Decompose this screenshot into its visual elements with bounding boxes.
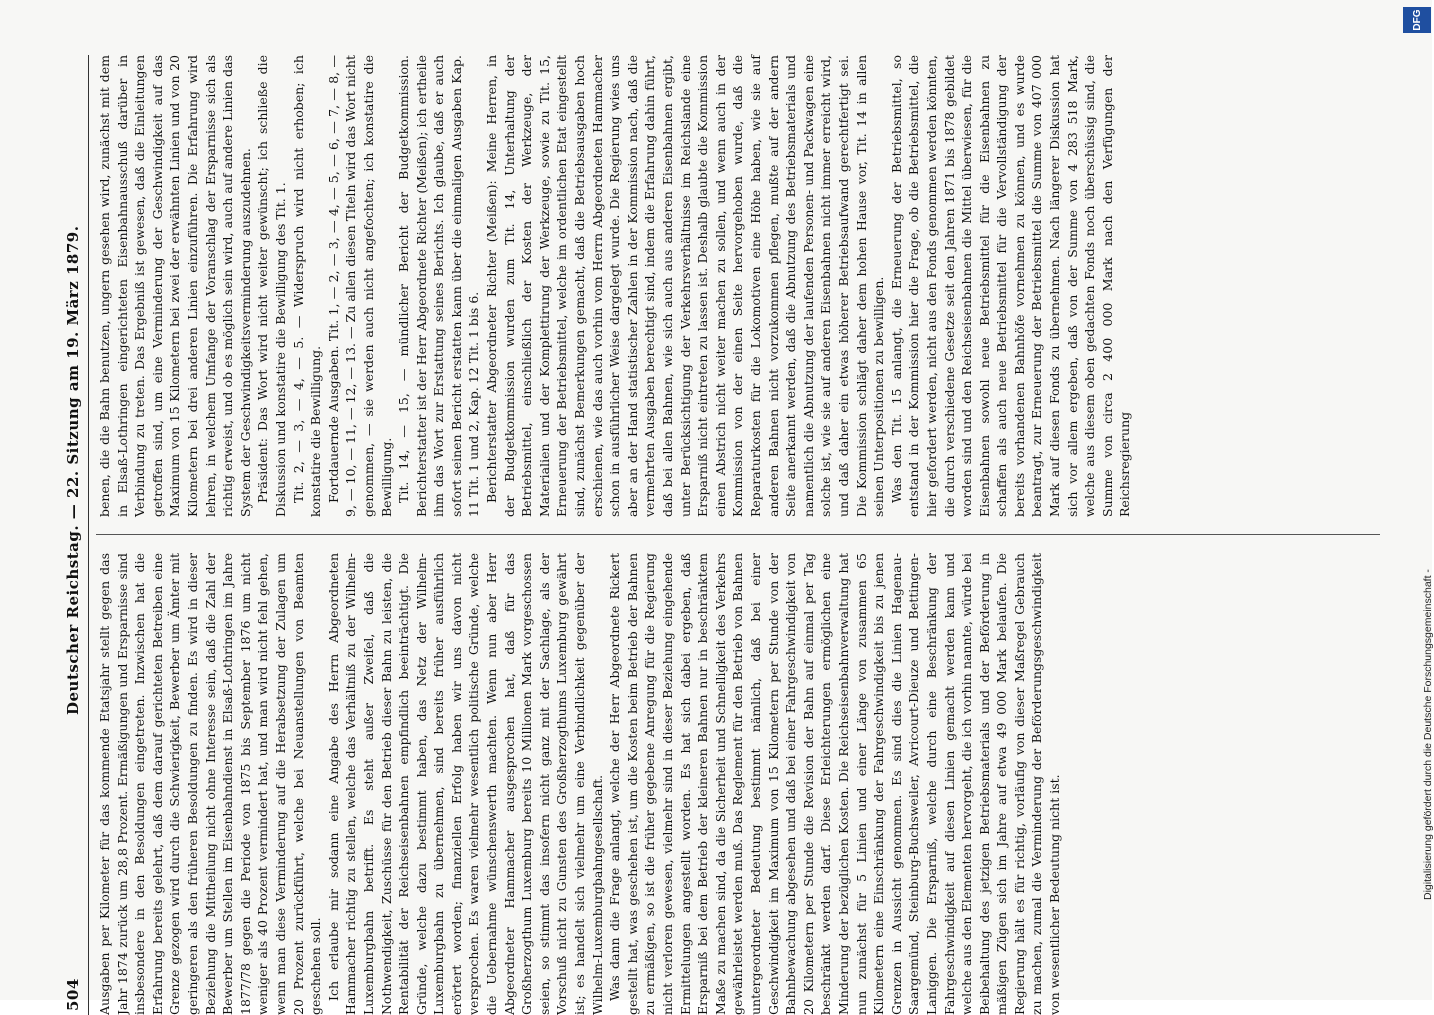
page-number: 504	[64, 978, 82, 1011]
left-paragraph: Ausgaben per Kilometer für das kommende Etatsjahr stellt gegen das Jahr 1874 zurück um 28,8 Prozent. Ermäßigungen und Ersparnisse sind insbesondere in den Besoldungen eingetreten. Inzwischen hat die Erfahrung bereits gelehrt, daß dem darauf gerichteten Betreiben eine Grenze gezogen wird durch die Schwierigkeit, Bewerber um Ämter mit geringeren als den früheren Besoldungen zu finden. Es wird in dieser Beziehung die Mittheilung nicht ohne Interesse sein, daß die Zahl der Bewerber um Stellen im Eisenbahndienst in Elsaß-Lothringen im Jahre 1877/78 gegen die Periode von 1875 bis September 1876 um nicht weniger als 40 Prozent vermindert hat, und man wird nicht fehl gehen, wenn man diese Verminderung auf die Herabsetzung der Zulagen um 20 Prozent zurückführt, welche bei Neuanstellungen von Beamten geschehen soll.	[97, 553, 324, 1015]
left-column	[96, 553, 1390, 1015]
right-paragraph: Berichterstatter Abgeordneter Richter (Meißen): Meine Herren, in der Budgetkommission wurden zum Tit. 14, Unterhaltung der Betriebsmittel, einschließlich der Kosten der Werkzeuge, der Materialien und der Komplettirung der Werkzeuge, sowie zu Tit. 15, Erneuerung der Betriebsmittel, welche im ordentlichen Etat eingestellt sind, zunächst Bemerkungen gemacht, daß die Betriebsausgaben hoch erschienen, wie das auch vorhin vom Herrn Abgeordneten Hammacher schon in ausführlicher Weise dargelegt wurde. Die Regierung wies uns aber an der Hand statistischer Zahlen in der Kommission nach, daß die vermehrten Ausgaben berechtigt sind, indem die Erfahrung dahin führt, daß bei allen Bahnen, wie sich auch aus anderen Eisenbahnen ergibt, unter Berücksichtigung der Verkehrsverhältnisse im Reichslande eine Ersparniß nicht eintreten zu lassen ist. Deshalb glaubte die Kommission einen Abstrich nicht weiter machen zu sollen, und wenn auch in der Kommission von der einen Seite hervorgehoben wurde, daß die Reparaturkosten für die Lokomotiven eine Höhe haben, wie sie auf anderen Bahnen nicht vorzukommen pflegen, mußte auf der andern Seite anerkannt werden, daß die Abnutzung des Betriebsmaterials und namentlich die Abnutzung der laufenden Personen- und Packwagen eine solche ist, wie sie auf anderen Eisenbahnen nicht immer erreicht wird, und daß daher ein etwas höherer Betriebsaufwand gerechtfertigt sei. Die Kommission schlägt daher dem hohen Hause vor, Tit. 14 in allen seinen Unterpositionen zu bewilligen.	[484, 55, 887, 517]
right-paragraph: Präsident: Das Wort wird nicht weiter gewünscht; ich schließe die Diskussion und konstatire die Bewilligung des Tit. 1.	[255, 55, 288, 517]
running-head	[60, 55, 90, 1015]
right-paragraph: Tit. 14, — 15, — mündlicher Bericht der Budgetkommission. Berichterstatter ist der Herr Abgeordnete Richter (Meißen); ich ertheile ihm das Wort zur Erstattung seines Berichts. Ich glaube, daß er auch sofort seinen Bericht erstatten kann über die einmaligen Ausgaben Kap. 11 Tit. 1 und 2, Kap. 12 Tit. 1 bis 6.	[396, 55, 482, 517]
dfg-logo: DFG	[1403, 7, 1431, 33]
rotated-page-content	[60, 55, 1390, 1015]
header-rule	[88, 55, 89, 1015]
right-paragraph: benen, die die Bahn benutzen, ungern gesehen wird, zunächst mit dem in Elsaß-Lothringen eingerichteten Eisenbahnausschuß darüber in Verbindung zu treten. Das Ergebniß ist gewesen, daß die Einleitungen getroffen sind, um eine Verminderung der Geschwindigkeit auf das Maximum von 15 Kilometern bei zwei der erwähnten Linien und von 20 Kilometern bei drei anderen Linien einzuführen. Die Erfahrung wird lehren, in welchem Umfange der Voranschlag der Ersparnisse sich als richtig erweist, und ob es möglich sein wird, auch auf andere Linien das System der Geschwindigkeitsverminderung auszudehnen.	[97, 55, 253, 517]
right-column	[96, 55, 1390, 517]
right-paragraph: Fortdauernde Ausgaben. Tit. 1, — 2, — 3, — 4, — 5, — 6, — 7, — 8, — 9, — 10, — 11, — 12, — 13. — Zu allen diesen Titeln wird das Wort nicht genommen, — sie werden auch nicht angefochten; ich konstatire die Bewilligung.	[325, 55, 394, 517]
digitization-credit	[1406, 40, 1434, 900]
column-divider	[96, 534, 1380, 535]
left-paragraph: Ich erlaube mir sodann eine Angabe des Herrn Abgeordneten Hammacher richtig zu stellen, welche das Verhältniß zu der Wilhelm-Luxemburgbahn betrifft. Es steht außer Zweifel, daß die Nothwendigkeit, Zuschüsse für den Betrieb dieser Bahn zu leisten, die Rentabilität der Reichseisenbahnen empfindlich beeinträchtigt. Die Gründe, welche dazu bestimmt haben, das Netz der Wilhelm-Luxemburgbahn zu übernehmen, sind bereits früher ausführlich erörtert worden; finanziellen Erfolg haben wir uns davon nicht versprochen. Es waren vielmehr wesentlich politische Gründe, welche die Uebernahme wünschenswerth machten. Wenn nun aber Herr Abgeordneter Hammacher ausgesprochen hat, daß für das Großherzogthum Luxemburg bereits 10 Millionen Mark vorgeschossen seien, so stimmt das insofern nicht ganz mit der Sachlage, als der Vorschuß nicht zu Gunsten des Großherzogthums Luxemburg gewährt ist; es handelt sich vielmehr um eine Verbindlichkeit gegenüber der Wilhelm-Luxemburgbahngesellschaft.	[325, 553, 605, 1015]
left-paragraph: Was dann die Frage anlangt, welche der Herr Abgeordnete Rickert gestellt hat, was geschehen ist, um die Kosten beim Betrieb der Bahnen zu ermäßigen, so ist die früher gegebene Anregung für die Regierung nicht verloren gewesen, vielmehr sind in dieser Beziehung eingehende Ermittelungen angestellt worden. Es hat sich dabei ergeben, daß Ersparniß bei dem Betrieb der kleineren Bahnen nur in beschränktem Maße zu machen sind, da die Sicherheit und Schnelligkeit des Verkehrs gewährleistet werden muß. Das Reglement für den Betrieb von Bahnen untergeordneter Bedeutung bestimmt nämlich, daß bei einer Geschwindigkeit im Maximum von 15 Kilometern per Stunde von der Bahnbewachung abgesehen und daß bei einer Fahrgeschwindigkeit von 20 Kilometern per Stunde die Revision der Bahn auf einmal per Tag beschränkt werden darf. Diese Erleichterungen ermöglichen eine Minderung der bezüglichen Kosten. Die Reichseisenbahnverwaltung hat nun zunächst für 5 Linien und einer Länge von zusammen 65 Kilometern eine Einschränkung der Fahrgeschwindigkeit bis zu jenen Grenzen in Aussicht genommen. Es sind dies die Linien Hagenau-Saargemünd, Steinburg-Buchsweiler, Avricourt-Dieuze und Bettingen-Laniggen. Die Ersparniß, welche durch eine Beschränkung der Fahrgeschwindigkeit auf diesen Linien gemacht werden kann und welche aus den Elementen hervorgeht, die ich vorhin nannte, würde bei Beibehaltung des jetzigen Betriebsmaterials und der Beförderung in mäßigen Zügen sich im Jahre auf etwa 49 000 Mark belaufen. Die Regierung hält es für richtig, vorläufig von dieser Maßregel Gebrauch zu machen, zumal die Verminderung der Beförderungsgeschwindigkeit von wesentlicher Bedeutung nicht ist.	[607, 553, 1063, 1015]
page-title: Deutscher Reichstag. — 22. Sitzung am 19. März 1879.	[64, 225, 82, 715]
right-paragraph: Was den Tit. 15 anlangt, die Erneuerung der Betriebsmittel, so entstand in der Kommission hier die Frage, ob die Betriebsmittel, die hier gefordert werden, nicht aus den Fonds genommen werden könnten, die durch verschiedene Gesetze seit den Jahren 1871 bis 1878 gebildet worden sind und den Reichseisenbahnen die Mittel überwiesen, für die Eisenbahnen sowohl neue Betriebsmittel für die Eisenbahnen zu schaffen als auch neue Betriebsmittel für die Vervollständigung der bereits vorhandenen Bahnhöfe vornehmen zu können, und es wurde beantragt, zur Erneuerung der Betriebsmittel die Summe von 407 000 Mark auf diesen Fonds zu übernehmen. Nach längerer Diskussion hat sich vor allem ergeben, daß von der Summe von 4 283 518 Mark, welche aus diesem oben gedachten Fonds noch überschüssig sind, die Summe von circa 2 400 000 Mark nach den Verfügungen der Reichsregierung	[888, 55, 1133, 517]
right-paragraph: Tit. 2, — 3, — 4, — 5. — Widerspruch wird nicht erhoben; ich konstatire die Bewilligung.	[290, 55, 324, 517]
credit-text: Digitalisierung gefördert durch die Deutsche Forschungsgemeinschaft -	[1422, 569, 1434, 900]
